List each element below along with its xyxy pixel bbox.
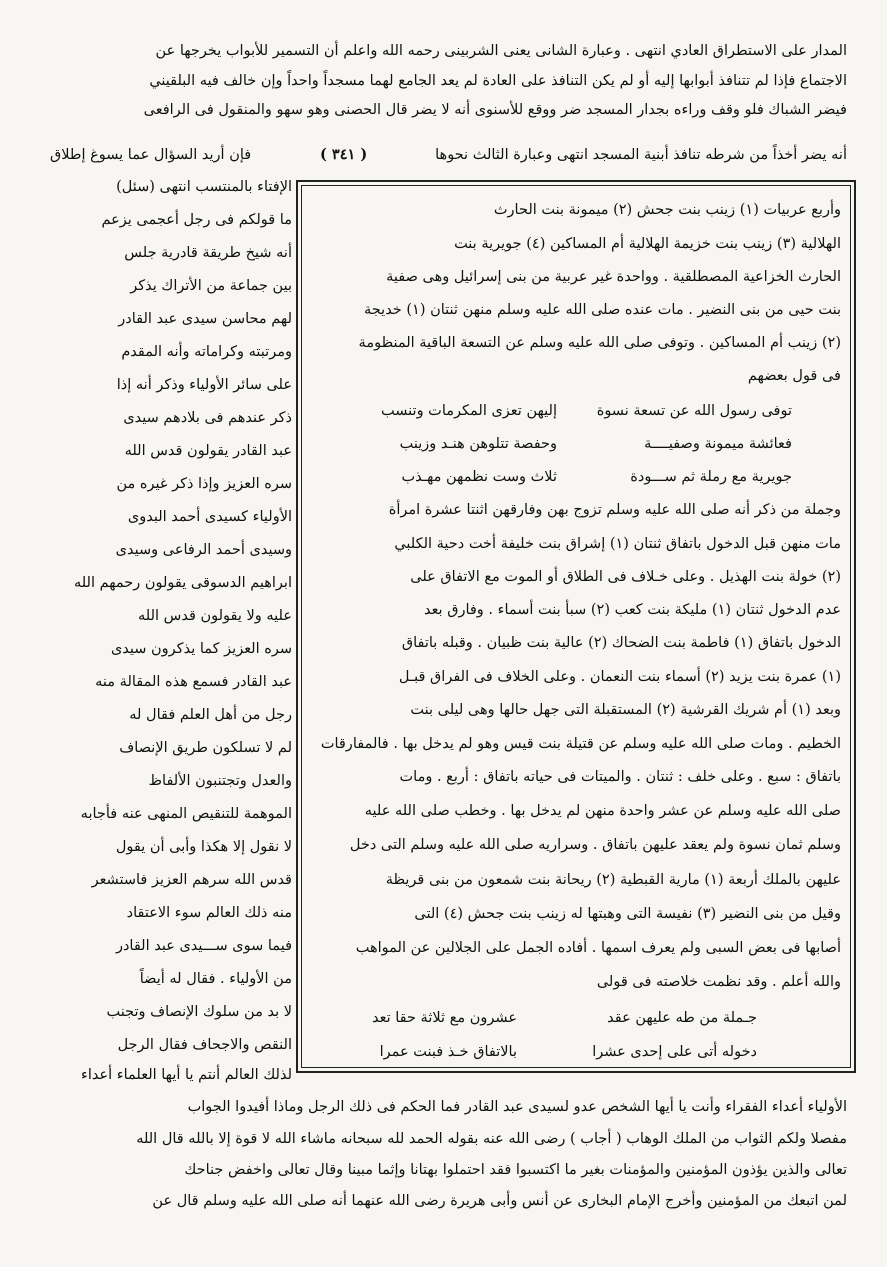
side-line: قدس الله سرهم العزيز فاستشعر <box>91 872 292 888</box>
bottom-line: لمن اتبعك من المؤمنين وأخرج الإمام البخارى عن أنس وأبى هريرة رضى الله عنهما أنه صلى الله عليه وسلم قال عن <box>152 1193 847 1209</box>
side-line: سره العزيز كما يذكرون سيدى <box>110 641 292 657</box>
box-line: عليهن بالملك أربعة (١) مارية القبطية (٢) ريحانة بنت شمعون من بنى قريظة <box>385 872 841 888</box>
side-line: عليه ولا يقولون قدس الله <box>138 608 292 624</box>
page-number: ( ٣٤١ ) <box>320 146 368 163</box>
top-line: أنه يضر أخذاً من شرطه تنافذ أبنية المسجد انتهى وعبارة الثالث نحوها <box>435 147 847 163</box>
poem-hemistich: دخوله أتى على إحدى عشرا <box>592 1044 757 1060</box>
poem-hemistich: فعائشة ميمونة وصفيــــة <box>644 436 792 452</box>
bottom-line: الأولياء أعداء الفقراء وأنت يا أيها الشخص عدو لسيدى عبد القادر فما الحكم فى ذلك الرجل وماذا أفيدوا الجواب <box>187 1099 847 1115</box>
box-line: الخطيم . ومات صلى الله عليه وسلم عن قتيلة بنت قيس وهو لم يدخل بها . فالمفارقات <box>320 736 841 752</box>
box-line: وجملة من ذكر أنه صلى الله عليه وسلم تزوج بهن وفارقهن اثنتا عشرة امرأة <box>388 502 841 518</box>
box-line: مات منهن قبل الدخول باتفاق ثنتان (١) إشراق بنت خليفة أخت دحية الكلبي <box>394 536 841 552</box>
side-line: والعدل وتجتنبون الألفاظ <box>148 773 292 789</box>
box-line: (١) عمرة بنت يزيد (٢) أسماء بنت النعمان . وعلى الخلاف فى الفراق قبـل <box>398 669 841 685</box>
poem-hemistich: توفى رسول الله عن تسعة نسوة <box>596 403 792 419</box>
box-line: (٢) زينب أم المساكين . وتوفى صلى الله عليه وسلم عن التسعة الباقية المنظومة <box>358 335 841 351</box>
side-line: عبد القادر يقولون قدس الله <box>124 443 292 459</box>
box-line: الدخول باتفاق (١) فاطمة بنت الضحاك (٢) عالية بنت ظبيان . وقبله باتفاق <box>401 635 841 651</box>
side-line: من الأولياء . فقال له أيضاً <box>139 971 292 987</box>
side-line: لا نقول إلا هكذا وأبى أن يقول <box>115 839 292 855</box>
side-line: بين جماعة من الأتراك يذكر <box>130 278 292 294</box>
box-line: وأربع عربيات (١) زينب بنت جحش (٢) ميمونة بنت الحارث <box>493 202 841 218</box>
box-line: الحارث الخزاعية المصطلقية . وواحدة غير عربية من بنى إسرائيل وهى صفية <box>386 269 841 285</box>
side-line: سره العزيز وإذا ذكر غيره من <box>116 476 292 492</box>
side-line: منه ذلك العالم سوء الاعتقاد <box>126 905 292 921</box>
bottom-line: تعالى والذين يؤذون المؤمنين والمؤمنات بغير ما اكتسبوا فقد احتملوا بهتانا وإثما مبينا وقال تعالى واخفض جناحك <box>184 1162 847 1178</box>
side-line: فيما سوى ســـيدى عبد القادر <box>115 938 292 954</box>
top-line: المدار على الاستطراق العادي انتهى . وعبارة الشانى يعنى الشربينى رحمه الله واعلم أن التسمير للأبواب يخرجها عن <box>155 43 847 59</box>
top-line: الاجتماع فإذا لم تتنافذ أبوابها إليه أو لم يكن التنافذ على العادة لم يعد الجامع لهما مسجداً واحداً وإن خالف فيه البلقيني <box>149 73 847 89</box>
box-line: باتفاق : سبع . وعلى خلف : ثنتان . والميتات فى حياته باتفاق : أربع . ومات <box>399 769 841 785</box>
poem-hemistich: ثلاث وست نظمهن مهـذب <box>401 469 557 485</box>
side-line: وسيدى أحمد الرفاعى وسيدى <box>115 542 292 558</box>
box-line: عدم الدخول ثنتان (١) مليكة بنت كعب (٢) سبأ بنت أسماء . وفارق بعد <box>423 602 841 618</box>
side-line: الإفتاء بالمنتسب انتهى (سئل) <box>116 179 292 195</box>
side-line: الموهمة للتنقيص المنهى عنه فأجابه <box>80 806 292 822</box>
side-line: أنه شيخ طريقة قادرية جلس <box>124 245 292 261</box>
side-line: ومرتبته وكراماته وأنه المقدم <box>121 344 292 360</box>
side-line: ما قولكم فى رجل أعجمى يزعم <box>101 212 292 228</box>
bottom-line: مفصلا ولكم الثواب من الملك الوهاب ( أجاب ) رضى الله عنه بقوله الحمد لله سبحانه ماشاء الله لا قوة إلا بالله قال الله <box>136 1131 847 1147</box>
poem-hemistich: جـملة من طه عليهن عقد <box>607 1010 757 1026</box>
box-line: أصابها فى بعض السبى ولم يعرف اسمها . أفاده الجمل على الجلالين عن المواهب <box>355 940 841 956</box>
box-line: صلى الله عليه وسلم عن عشر واحدة منهن لم يدخل بها . وخطب صلى الله عليه <box>364 803 841 819</box>
side-line: النقص والاجحاف فقال الرجل <box>117 1037 292 1053</box>
box-line: وقيل من بنى النضير (٣) نفيسة التى وهبتها له زينب بنت جحش (٤) التى <box>414 906 841 922</box>
box-line: وسلم ثمان نسوة ولم يعقد عليهن باتفاق . وسراريه صلى الله عليه وسلم التى دخل <box>349 837 841 853</box>
side-line: الأولياء كسيدى أحمد البدوى <box>127 509 292 525</box>
poem-hemistich: عشرون مع ثلاثة حقا تعد <box>371 1010 517 1026</box>
side-line: لا بد من سلوك الإنصاف وتجنب <box>106 1004 292 1020</box>
side-line: عبد القادر فسمع هذه المقالة منه <box>95 674 292 690</box>
box-line: فى قول بعضهم <box>747 368 841 384</box>
side-line: لم لا تسلكون طريق الإنصاف <box>119 740 292 756</box>
poem-hemistich: بالاتفاق خـذ فبنت عمرا <box>379 1044 517 1060</box>
side-line: ذكر عندهم فى بلادهم سيدى <box>123 410 292 426</box>
side-line: ابراهيم الدسوقى يقولون رحمهم الله <box>73 575 292 591</box>
top-line: فيضر الشباك فلو وقف وراءه بجدار المسجد ضر ووقع للأسنوى أنه لا يضر قال الحصنى وهو سهو والمنقول فى الرافعى <box>143 102 847 118</box>
poem-hemistich: وحفصة تتلوهن هنـد وزينب <box>399 436 557 452</box>
side-line: رجل من أهل العلم فقال له <box>129 707 292 723</box>
box-line: بنت حيى من بنى النضير . مات عنده صلى الله عليه وسلم منهن ثنتان (١) خديجة <box>364 302 841 318</box>
side-line: لذلك العالم أنتم يا أيها العلماء أعداء <box>81 1067 292 1083</box>
side-line: لهم محاسن سيدى عبد القادر <box>118 311 292 327</box>
box-line: الهلالية (٣) زينب بنت خزيمة الهلالية أم المساكين (٤) جويرية بنت <box>454 236 841 252</box>
poem-hemistich: جويرية مع رملة ثم ســـودة <box>630 469 792 485</box>
side-line: على سائر الأولياء وذكر أنه إذا <box>116 377 292 393</box>
top-line-end: فإن أريد السؤال عما يسوغ إطلاق <box>50 147 252 163</box>
box-line: وبعد (١) أم شريك القرشية (٢) المستقبلة التى جهل حالها وهى ليلى بنت <box>410 702 841 718</box>
poem-hemistich: إليهن تعزى المكرمات وتنسب <box>380 403 557 419</box>
box-line: (٢) خولة بنت الهذيل . وعلى خـلاف فى الطلاق أو الموت مع الاتفاق على <box>410 569 841 585</box>
box-line: والله أعلم . وقد نظمت خلاصته فى قولى <box>596 974 841 990</box>
